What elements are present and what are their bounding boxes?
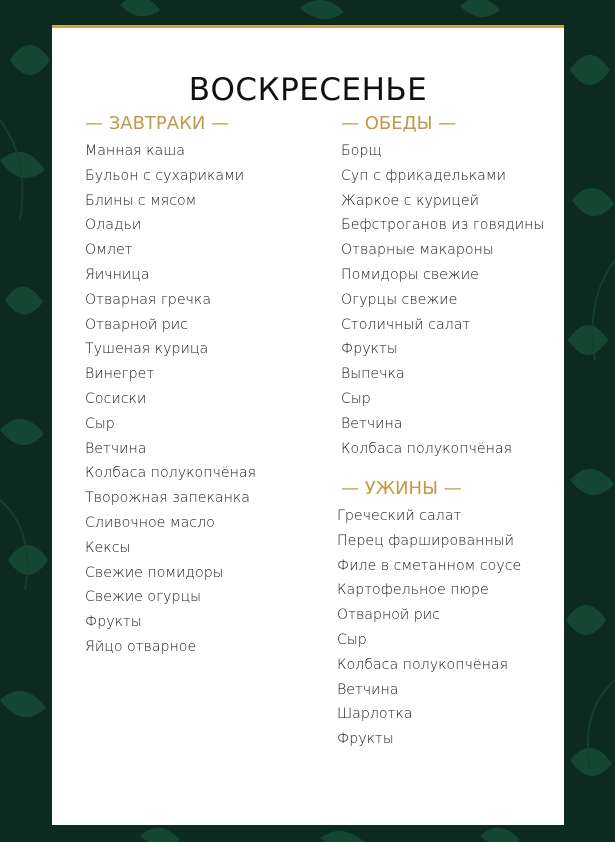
breakfast-item: Омлет — [85, 242, 133, 259]
lunch-item: Столичный салат — [341, 316, 471, 333]
dinner-header: — УЖИНЫ — — [341, 478, 462, 499]
dinner-item: Картофельное пюре — [337, 582, 489, 599]
lunch-item: Сыр — [341, 390, 371, 407]
breakfast-section — [85, 111, 256, 660]
breakfast-item: Отварная гречка — [85, 291, 212, 308]
breakfast-item: Тушеная курица — [85, 341, 209, 358]
breakfast-item: Блины с мясом — [85, 192, 197, 209]
lunch-item: Фрукты — [341, 341, 398, 358]
lunch-title: ОБЕДЫ — [364, 113, 433, 134]
dinner-item: Филе в сметанном соусе — [337, 557, 522, 574]
lunch-item: Выпечка — [341, 366, 405, 383]
breakfast-item: Винегрет — [85, 366, 155, 383]
breakfast-item: Манная каша — [85, 143, 185, 159]
lunch-section — [341, 111, 544, 461]
breakfast-item: Свежие огурцы — [85, 589, 201, 606]
dinner-item: Сыр — [337, 631, 367, 648]
breakfast-item: Оладьи — [85, 217, 142, 234]
lunch-item: Суп с фрикадельками — [341, 167, 506, 184]
dinner-item: Ветчина — [337, 681, 399, 698]
dinner-item: Перец фаршированный — [337, 532, 514, 549]
breakfast-item: Яичница — [85, 266, 150, 283]
breakfast-item: Фрукты — [85, 614, 142, 631]
lunch-item: Помидоры свежие — [341, 266, 479, 283]
breakfast-item: Кексы — [85, 539, 131, 556]
breakfast-title: ЗАВТРАКИ — [108, 113, 206, 134]
dinner-item: Шарлотка — [337, 706, 413, 723]
lunch-item: Жаркое с курицей — [341, 192, 480, 209]
dinner-list — [337, 504, 521, 752]
dinner-section — [337, 476, 522, 752]
breakfast-item: Ветчина — [85, 440, 147, 457]
lunch-item: Отварные макароны — [341, 242, 494, 259]
breakfast-item: Сосиски — [85, 390, 147, 407]
lunch-item: Бефстроганов из говядины — [341, 217, 545, 234]
dinner-item: Колбаса полукопчёная — [337, 656, 508, 673]
lunch-list — [341, 139, 544, 461]
breakfast-header: — ЗАВТРАКИ — — [85, 113, 230, 134]
breakfast-item: Бульон с сухариками — [85, 167, 245, 184]
breakfast-item: Сливочное масло — [85, 514, 215, 531]
dinner-item: Отварной рис — [337, 607, 440, 624]
lunch-item: Ветчина — [341, 415, 403, 432]
lunch-item: Колбаса полукопчёная — [341, 440, 512, 457]
breakfast-item: Сыр — [85, 415, 115, 432]
breakfast-item: Яйцо отварное — [85, 638, 197, 655]
lunch-item: Огурцы свежие — [341, 291, 458, 308]
menu-card — [52, 25, 564, 825]
dinner-item: Греческий салат — [337, 508, 462, 524]
lunch-item: Борщ — [341, 143, 382, 159]
breakfast-item: Свежие помидоры — [85, 564, 224, 581]
breakfast-list — [85, 139, 256, 660]
dinner-item: Фрукты — [337, 731, 394, 748]
breakfast-item: Колбаса полукопчёная — [85, 465, 256, 482]
breakfast-item: Творожная запеканка — [85, 490, 250, 507]
breakfast-item: Отварной рис — [85, 316, 188, 333]
lunch-header: — ОБЕДЫ — — [341, 113, 457, 134]
page-title: ВОСКРЕСЕНЬЕ — [188, 72, 428, 108]
dinner-title: УЖИНЫ — [364, 478, 438, 499]
